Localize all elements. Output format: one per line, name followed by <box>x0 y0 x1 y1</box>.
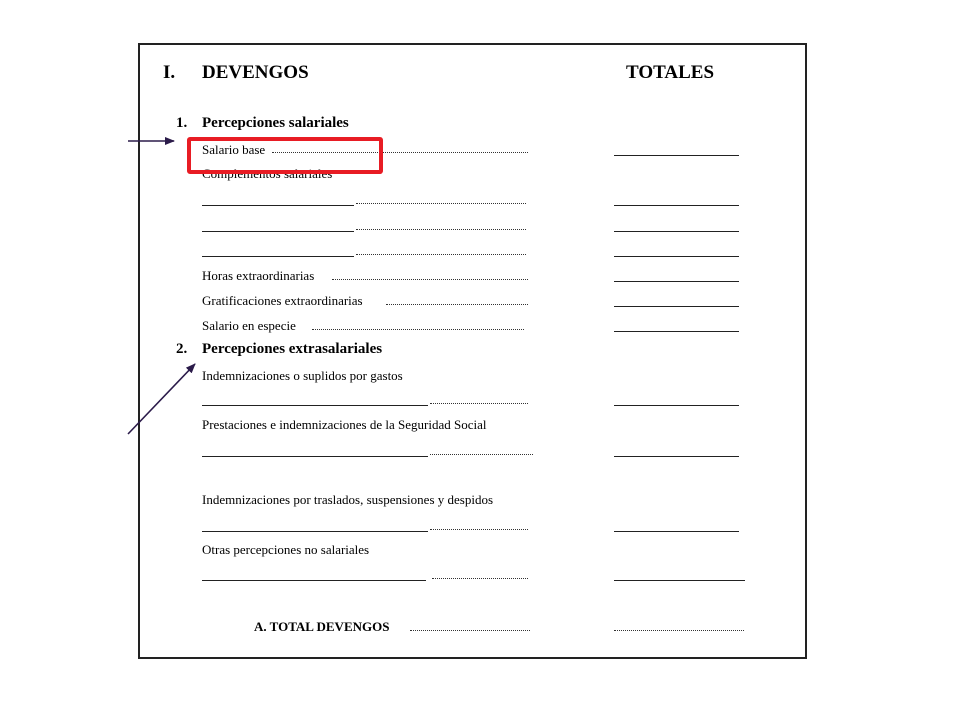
salario-base-label: Salario base <box>202 142 266 157</box>
group1-title: Percepciones salariales <box>202 115 349 131</box>
group2-title: Percepciones extrasalariales <box>202 341 383 357</box>
prestaciones-ss-label: Prestaciones e indemnizaciones de la Seguridad Social <box>202 417 487 432</box>
complementos-label: Complementos salariales <box>202 166 333 181</box>
group1-number: 1. <box>176 115 188 131</box>
indemnizaciones-traslados-label: Indemnizaciones por traslados, suspensiones y despidos <box>202 492 494 507</box>
totals-header: TOTALES <box>626 62 715 83</box>
otras-percepciones-label: Otras percepciones no salariales <box>202 542 370 557</box>
group2-number: 2. <box>176 341 188 357</box>
indemnizaciones-gastos-label: Indemnizaciones o suplidos por gastos <box>202 368 403 383</box>
salario-especie-label: Salario en especie <box>202 318 296 333</box>
gratificaciones-label: Gratificaciones extraordinarias <box>202 293 363 308</box>
horas-extra-label: Horas extraordinarias <box>202 268 315 283</box>
arrow-to-extrasalariales <box>128 364 195 434</box>
total-devengos-label: A. TOTAL DEVENGOS <box>254 619 390 634</box>
section-title: DEVENGOS <box>202 62 309 83</box>
section-number: I. <box>163 62 176 83</box>
